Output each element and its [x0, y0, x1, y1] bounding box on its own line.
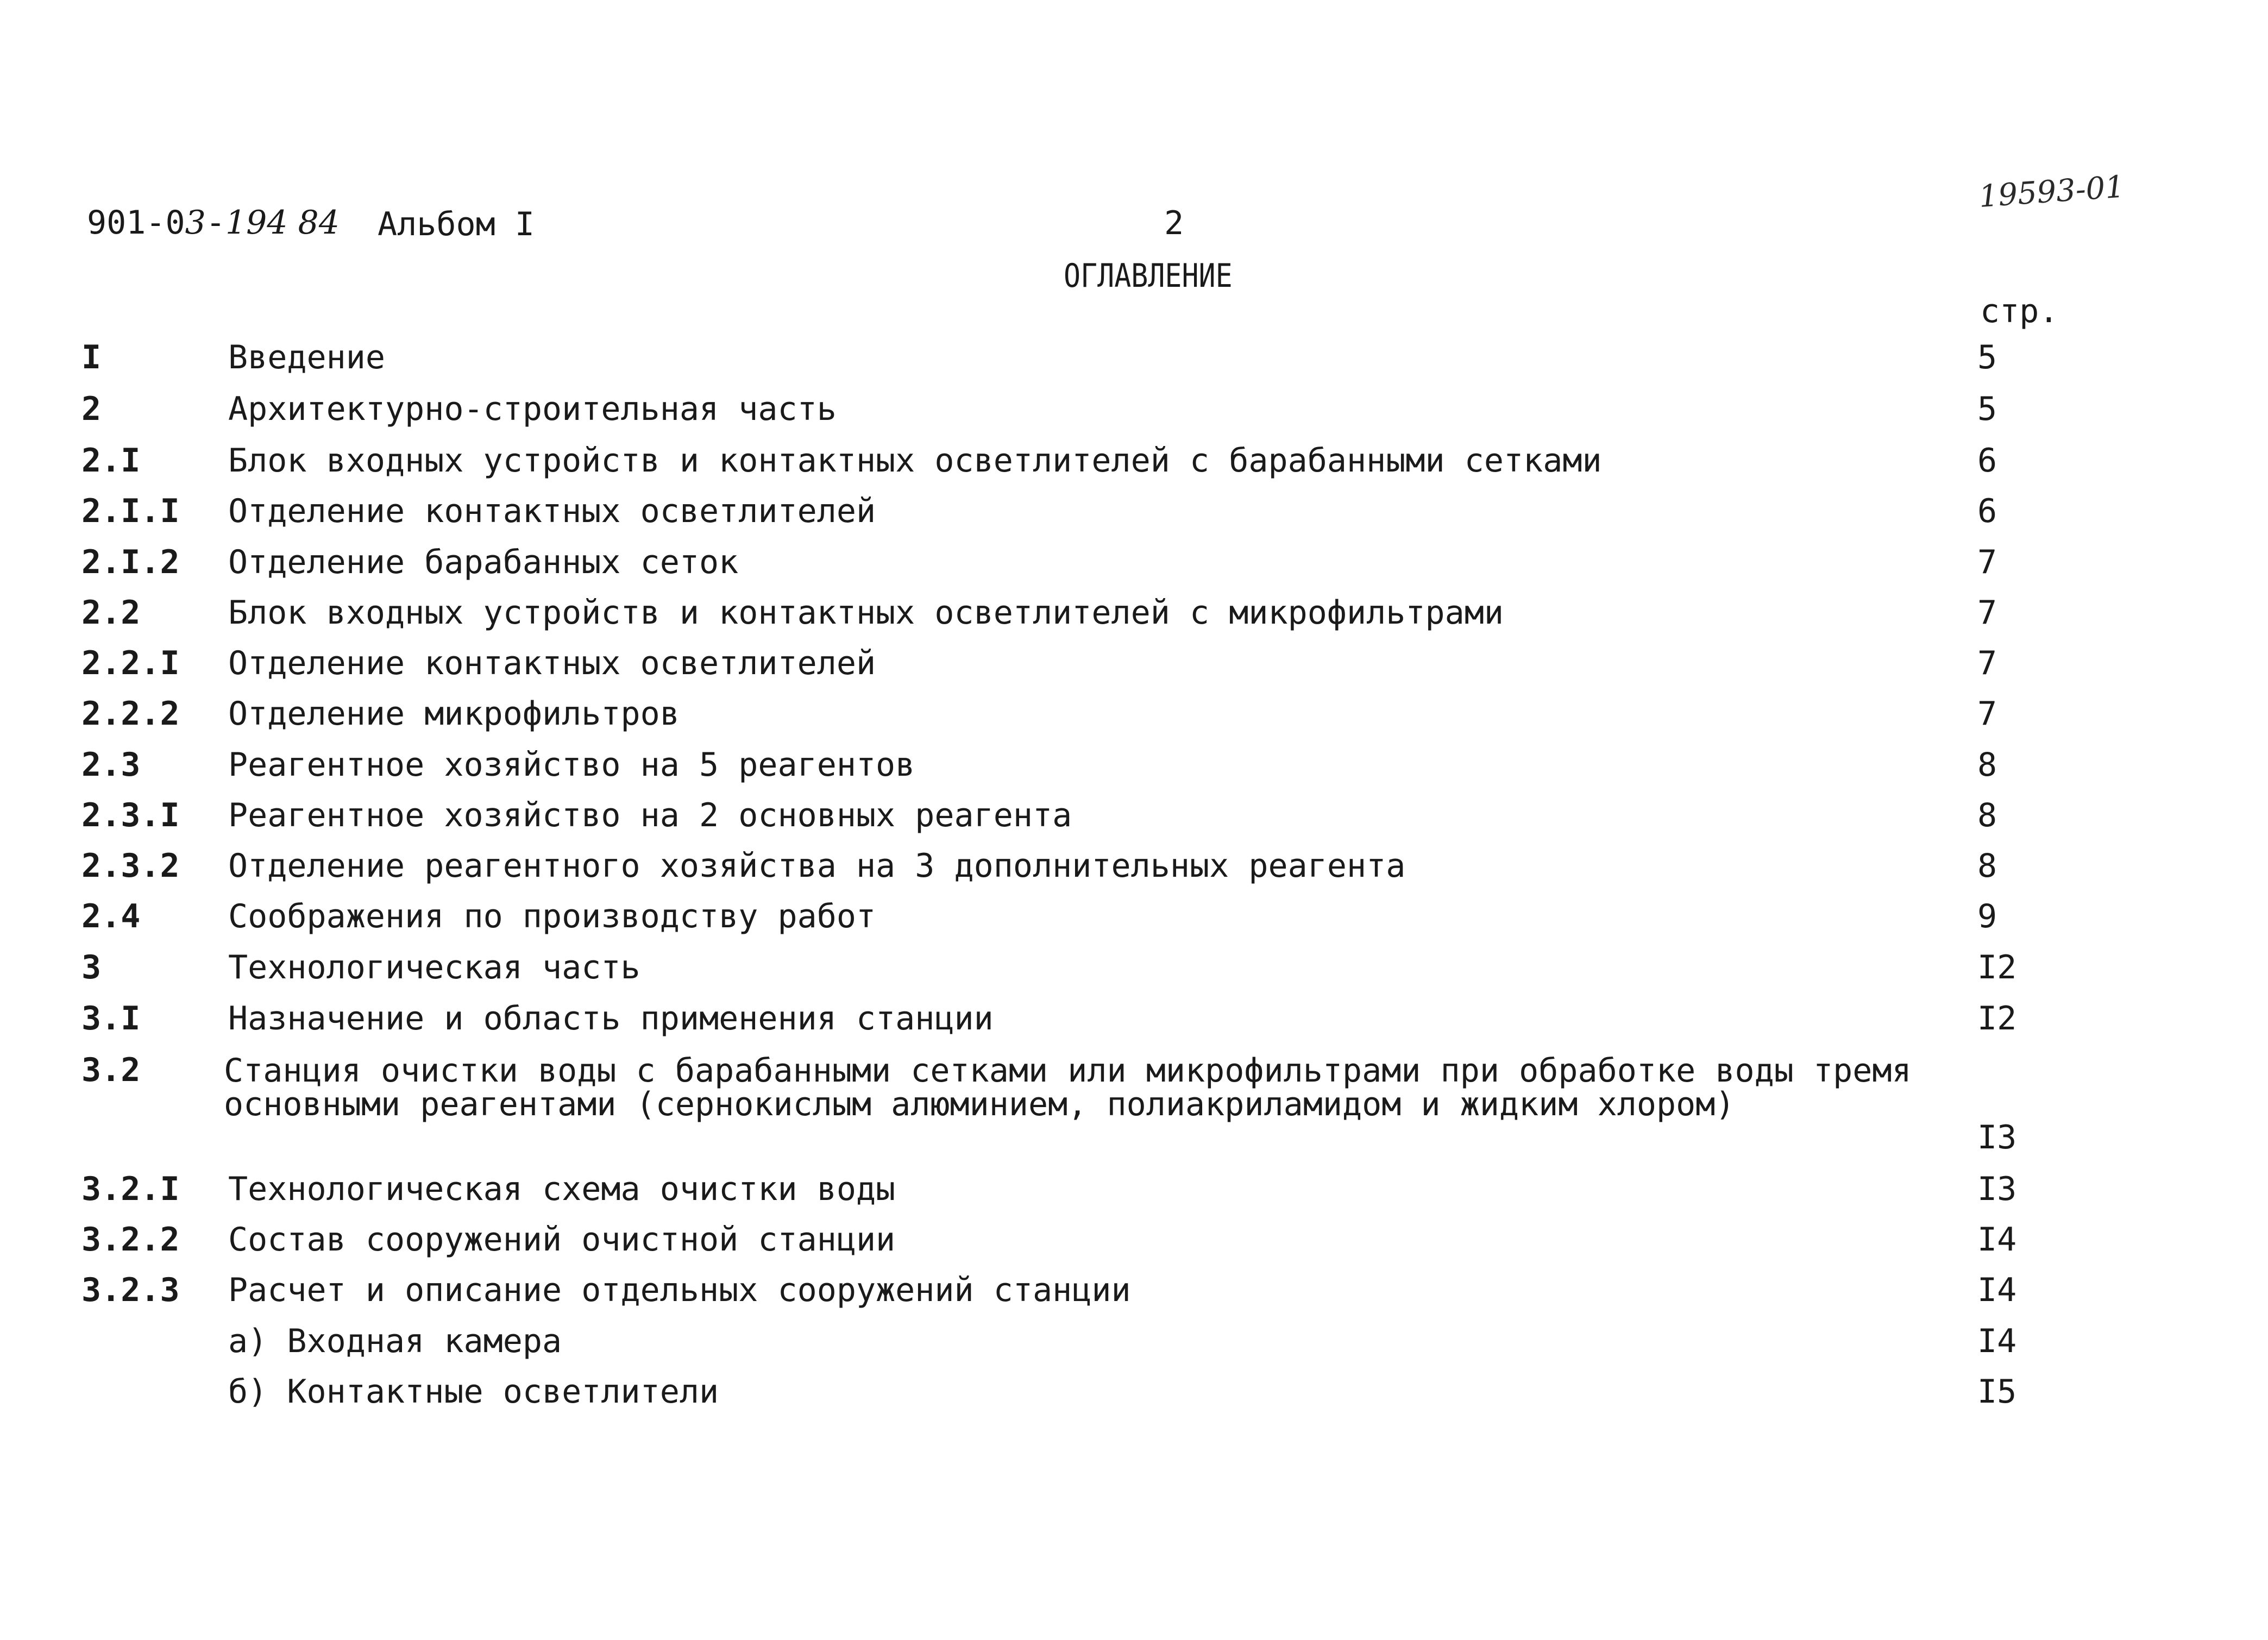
toc-entry-number: 2.3.I: [81, 796, 180, 834]
toc-entry-title: Отделение барабанных сеток: [228, 543, 739, 581]
toc-entry-title: Реагентное хозяйство на 2 основных реагента: [228, 796, 1072, 834]
document-code-handwritten-1: 3: [185, 204, 206, 242]
toc-entry-number: 2.3.2: [81, 847, 180, 885]
toc-entry-number: I: [81, 338, 102, 376]
document-code-handwritten-2: 194 84: [225, 204, 340, 242]
toc-entry-number: 2.3: [81, 746, 141, 784]
toc-entry-title: Введение: [228, 338, 385, 376]
toc-entry-number: 2: [81, 390, 102, 428]
toc-entry-title: Отделение контактных осветлителей: [228, 492, 876, 530]
toc-entry-page: 5: [1977, 390, 1997, 428]
document-code-separator: -: [205, 204, 225, 242]
toc-entry-number: 2.4: [81, 897, 141, 935]
toc-entry-number: 3.2.I: [81, 1170, 180, 1208]
toc-entry-page: 6: [1977, 492, 1997, 530]
toc-entry-page: 8: [1977, 796, 1997, 834]
document-code: [87, 204, 340, 242]
toc-entry-page: 7: [1977, 644, 1997, 682]
toc-entry-title: Состав сооружений очистной станции: [228, 1221, 896, 1259]
toc-entry-page: I3: [1977, 1170, 2017, 1208]
toc-entry-page: I4: [1977, 1322, 2017, 1360]
toc-entry-number: 2.2: [81, 594, 141, 632]
toc-entry-page: I3: [1977, 1119, 2017, 1157]
toc-entry-title: Станция очистки воды с барабанными сетками или микрофильтрами при обработке воды тремя основными реагентами (сернокислым алюминием, полиакриламидом и жидким хлором): [224, 1052, 1912, 1123]
toc-entry-page: I5: [1977, 1373, 2017, 1411]
toc-entry-title: Отделение контактных осветлителей: [228, 644, 876, 682]
toc-entry-number: 2.2.I: [81, 644, 180, 682]
toc-entry-title: б) Контактные осветлители: [228, 1373, 719, 1411]
toc-entry-page: 7: [1977, 594, 1997, 632]
toc-entry-title: Технологическая схема очистки воды: [228, 1170, 896, 1208]
toc-entry-page: 9: [1977, 897, 1997, 935]
toc-entry-page: 7: [1977, 543, 1997, 581]
album-label: Альбом I: [378, 205, 535, 243]
toc-entry-title: Расчет и описание отдельных сооружений станции: [228, 1271, 1131, 1309]
toc-entry-number: 3.I: [81, 1000, 141, 1038]
toc-entry-number: 2.I.I: [81, 492, 180, 530]
toc-title: ОГЛАВЛЕНИЕ: [1064, 257, 1233, 295]
toc-entry-page: I2: [1977, 948, 2017, 986]
page-column-header: стр.: [1980, 292, 2059, 330]
toc-entry-title: Соображения по производству работ: [228, 897, 876, 935]
page-number: 2: [1164, 204, 1184, 242]
toc-entry-title: Назначение и область применения станции: [228, 1000, 994, 1038]
toc-entry-page: I2: [1977, 1000, 2017, 1038]
toc-entry-page: I4: [1977, 1221, 2017, 1259]
toc-entry-title: Блок входных устройств и контактных осветлителей с микрофильтрами: [228, 594, 1504, 632]
toc-entry-number: 3: [81, 948, 102, 986]
toc-entry-number: 2.I: [81, 442, 141, 480]
toc-entry-page: 8: [1977, 746, 1997, 784]
toc-entry-page: 7: [1977, 695, 1997, 733]
toc-entry-title: Отделение микрофильтров: [228, 695, 680, 733]
document-code-prefix: 901-0: [87, 204, 185, 242]
toc-entry-page: I4: [1977, 1271, 2017, 1309]
toc-entry-number: 2.I.2: [81, 543, 180, 581]
toc-entry-number: 3.2.3: [81, 1271, 180, 1309]
toc-entry-title: Блок входных устройств и контактных осветлителей с барабанными сетками: [228, 442, 1602, 480]
toc-entry-page: 8: [1977, 847, 1997, 885]
toc-entry-title: Архитектурно-строительная часть: [228, 390, 837, 428]
toc-entry-title: Реагентное хозяйство на 5 реагентов: [228, 746, 915, 784]
toc-entry-page: 5: [1977, 338, 1997, 376]
toc-entry-page: 6: [1977, 442, 1997, 480]
toc-entry-title: Технологическая часть: [228, 948, 640, 986]
toc-entry-number: 2.2.2: [81, 695, 180, 733]
toc-entry-title: Отделение реагентного хозяйства на 3 дополнительных реагента: [228, 847, 1406, 885]
toc-entry-number: 3.2.2: [81, 1221, 180, 1259]
toc-entry-number: 3.2: [81, 1051, 141, 1089]
toc-entry-title: а) Входная камера: [228, 1322, 562, 1360]
inventory-number-handwritten: 19593-01: [1977, 169, 2126, 215]
